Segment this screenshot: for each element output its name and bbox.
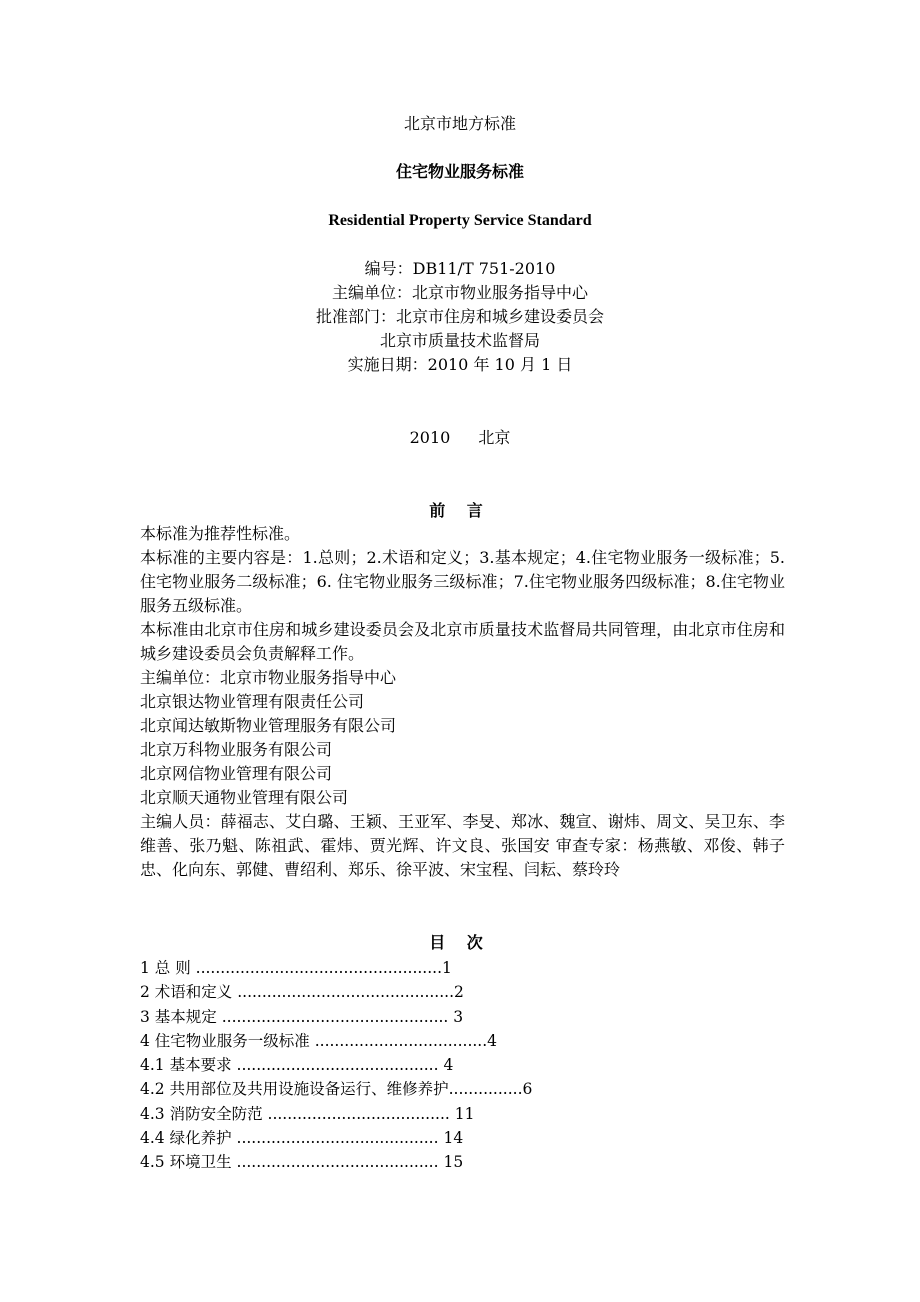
preface-paragraph: 本标准为推荐性标准。 — [140, 524, 301, 543]
toc-entry-leader: ......................................... — [236, 1056, 444, 1075]
toc-entry-leader: ..................................... — [267, 1104, 455, 1123]
toc-entry[interactable] — [140, 980, 790, 1004]
toc-entry-leader: ............... — [448, 1080, 523, 1099]
toc-entry-leader: ......................................... — [236, 1129, 444, 1148]
document-title: 住宅物业服务标准 — [395, 162, 524, 181]
document-title-english: Residential Property Service Standard — [328, 212, 592, 229]
toc-entry-leader: ......................................... — [236, 1153, 444, 1172]
preface-paragraph: 本标准由北京市住房和城乡建设委员会及北京市质量技术监督局共同管理，由北京市住房和城乡建设委员会负责解释工作。 — [140, 620, 785, 663]
standard-category: 北京市地方标准 — [403, 114, 516, 133]
toc-entry[interactable] — [140, 1005, 790, 1029]
toc-entry-page: 2 — [454, 983, 464, 1002]
toc-entry-leader: .............................................. — [221, 1007, 454, 1026]
effective-date: 实施日期：2010 年 10 月 1 日 — [347, 355, 573, 374]
approving-department-2: 北京市质量技术监督局 — [379, 331, 540, 350]
preface-paragraph: 北京万科物业服务有限公司 — [140, 740, 333, 759]
toc-entry-page: 14 — [443, 1129, 464, 1148]
toc-entry-label: 2 术语和定义 — [140, 983, 238, 1002]
toc-entry-leader: ............................................ — [237, 983, 455, 1002]
toc-entry-label: 1 总 则 — [140, 959, 196, 977]
preface-heading: 前 言 — [429, 501, 491, 520]
toc-entry-page: 6 — [522, 1080, 533, 1099]
preface-paragraph: 主编单位：北京市物业服务指导中心 — [140, 668, 397, 687]
preface-paragraph: 本标准的主要内容是：1.总则；2.术语和定义；3.基本规定；4.住宅物业服务一级标准；5.住宅物业服务二级标准；6. 住宅物业服务三级标准；7.住宅物业服务四级标准；8.住宅物业服务五级标准。 — [140, 548, 785, 615]
toc-entry[interactable] — [140, 1150, 790, 1174]
toc-entry-page: 3 — [453, 1007, 464, 1026]
toc-entry-page: 15 — [443, 1153, 464, 1172]
toc-entry-page: 11 — [454, 1104, 475, 1123]
toc-entry-leader: ................................... — [314, 1031, 488, 1050]
toc-entry-page: 1 — [442, 959, 452, 977]
preface-body — [140, 522, 785, 882]
toc-entry-label: 4 住宅物业服务一级标准 — [140, 1031, 315, 1050]
preface-paragraph: 北京银达物业管理有限责任公司 — [140, 692, 365, 711]
standard-number: 编号：DB11/T 751-2010 — [364, 259, 556, 278]
toc-entry[interactable] — [140, 1077, 790, 1101]
table-of-contents — [140, 956, 790, 1175]
toc-entry[interactable] — [140, 1053, 790, 1077]
editor-unit: 主编单位：北京市物业服务指导中心 — [331, 283, 588, 302]
toc-entry-label: 3 基本规定 — [140, 1007, 222, 1026]
toc-entry-page: 4 — [487, 1031, 498, 1050]
toc-entry-label: 4.1 基本要求 — [140, 1056, 237, 1075]
toc-entry[interactable] — [140, 1102, 790, 1126]
preface-paragraph: 主编人员：薛福志、艾白璐、王颖、王亚军、李旻、郑冰、魏宣、谢炜、周文、吴卫东、李维善、张乃魁、陈祖武、霍炜、贾光辉、许文良、张国安 审查专家：杨燕敏、邓俊、韩子忠、化向东、郭健、曹绍利、郑乐、徐平波、宋宝程、闫耘、蔡玲玲 — [140, 812, 785, 879]
toc-entry-label: 4.5 环境卫生 — [140, 1153, 237, 1172]
toc-entry-label: 4.4 绿化养护 — [140, 1129, 237, 1148]
toc-entry-page: 4 — [443, 1056, 454, 1075]
toc-entry-label: 4.2 共用部位及共用设施设备运行、维修养护 — [140, 1080, 449, 1099]
preface-paragraph: 北京顺天通物业管理有限公司 — [140, 788, 349, 807]
preface-paragraph: 北京网信物业管理有限公司 — [140, 764, 333, 783]
preface-paragraph: 北京闻达敏斯物业管理服务有限公司 — [140, 716, 397, 735]
toc-entry-leader: .................................................. — [195, 959, 443, 977]
approving-department: 批准部门：北京市住房和城乡建设委员会 — [315, 307, 604, 326]
toc-heading: 目 次 — [429, 933, 491, 952]
toc-entry-label: 4.3 消防安全防范 — [140, 1104, 268, 1123]
imprint-year: 2010 — [409, 428, 451, 447]
toc-entry[interactable] — [140, 956, 790, 980]
imprint-city: 北京 — [478, 428, 511, 447]
toc-entry[interactable] — [140, 1126, 790, 1150]
imprint — [0, 428, 920, 448]
toc-entry[interactable] — [140, 1029, 790, 1053]
